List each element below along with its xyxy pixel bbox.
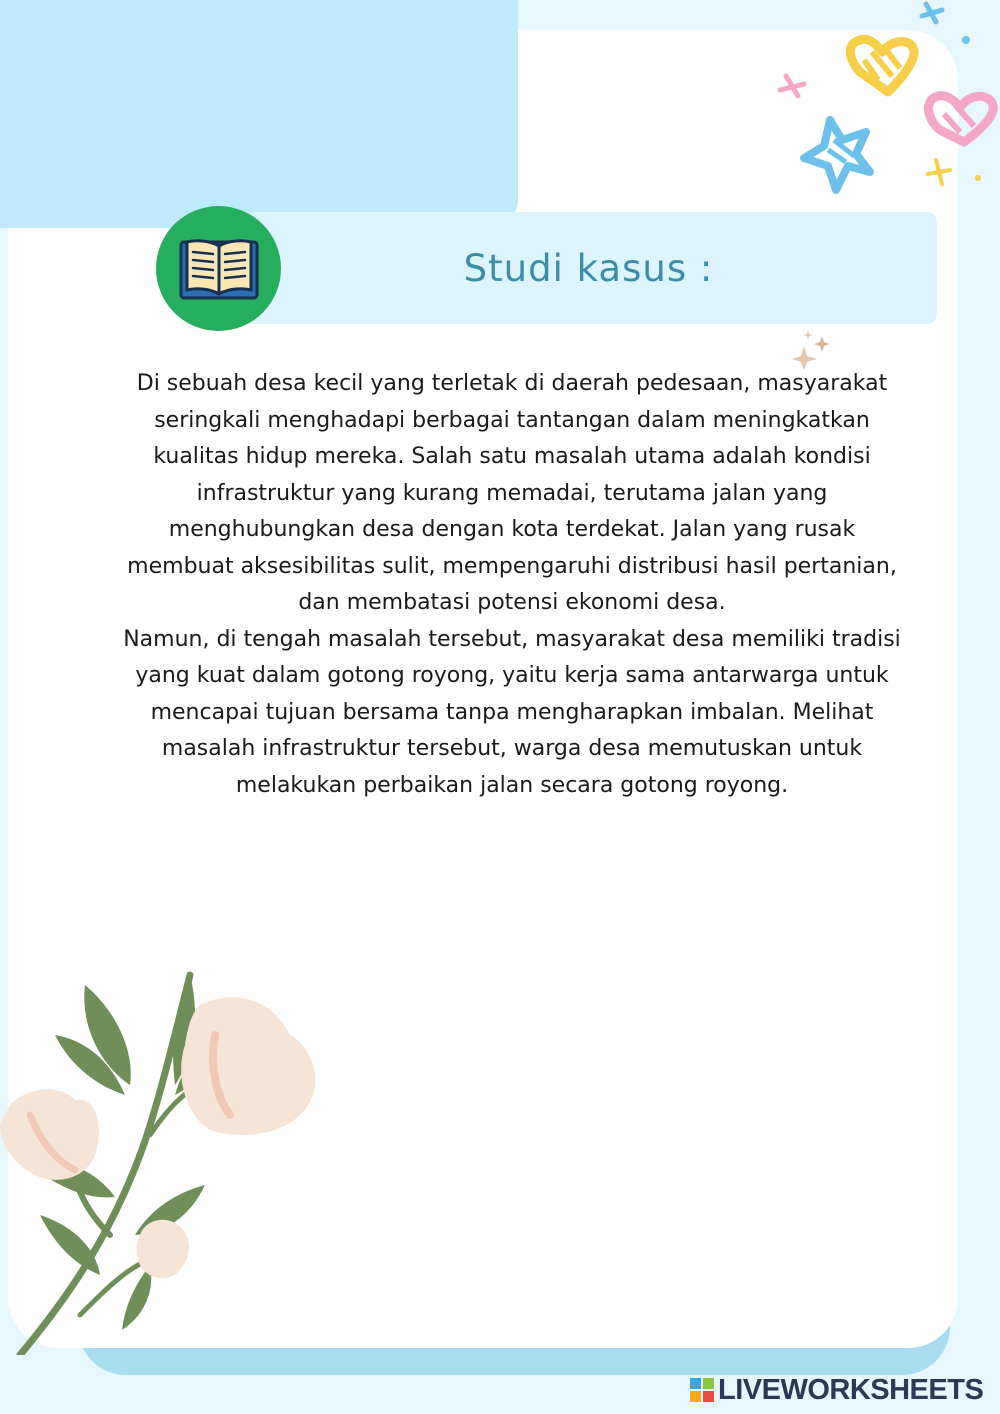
- sparkle-icon: [790, 328, 836, 370]
- open-book-icon: [179, 236, 259, 302]
- paragraph: Namun, di tengah masalah tersebut, masyarakat desa memiliki tradisi yang kuat dalam gotong royong, yaitu kerja sama antarwarga untuk mencapai tujuan bersama tanpa mengharapkan imbalan. Melihat masalah infrastruktur tersebut, warga desa memutuskan untuk melakukan perbaikan jalan secara gotong royong.: [123, 626, 901, 798]
- paragraph: Di sebuah desa kecil yang terletak di daerah pedesaan, masyarakat seringkali menghadapi berbagai tantangan dalam meningkatkan kualitas hidup mereka. Salah satu masalah utama adalah kondisi infrastruktur yang kurang memadai, terutama jalan yang menghubungkan desa dengan kota terdekat. Jalan yang rusak membuat aksesibilitas sulit, mempengaruhi distribusi hasil pertanian, dan membatasi potensi ekonomi desa.: [127, 371, 897, 615]
- liveworksheets-watermark: [690, 1372, 995, 1408]
- flower-illustration: [0, 935, 330, 1355]
- page-title: Studi kasus :: [463, 246, 714, 290]
- crayon-hearts-doodle: [760, 0, 1000, 200]
- brand-name: LIVEWORKSHEETS: [718, 1373, 984, 1406]
- liveworksheets-logo-icon: [690, 1378, 714, 1402]
- top-color-block: [0, 0, 518, 228]
- case-study-text: [120, 366, 904, 804]
- book-badge: [156, 206, 281, 331]
